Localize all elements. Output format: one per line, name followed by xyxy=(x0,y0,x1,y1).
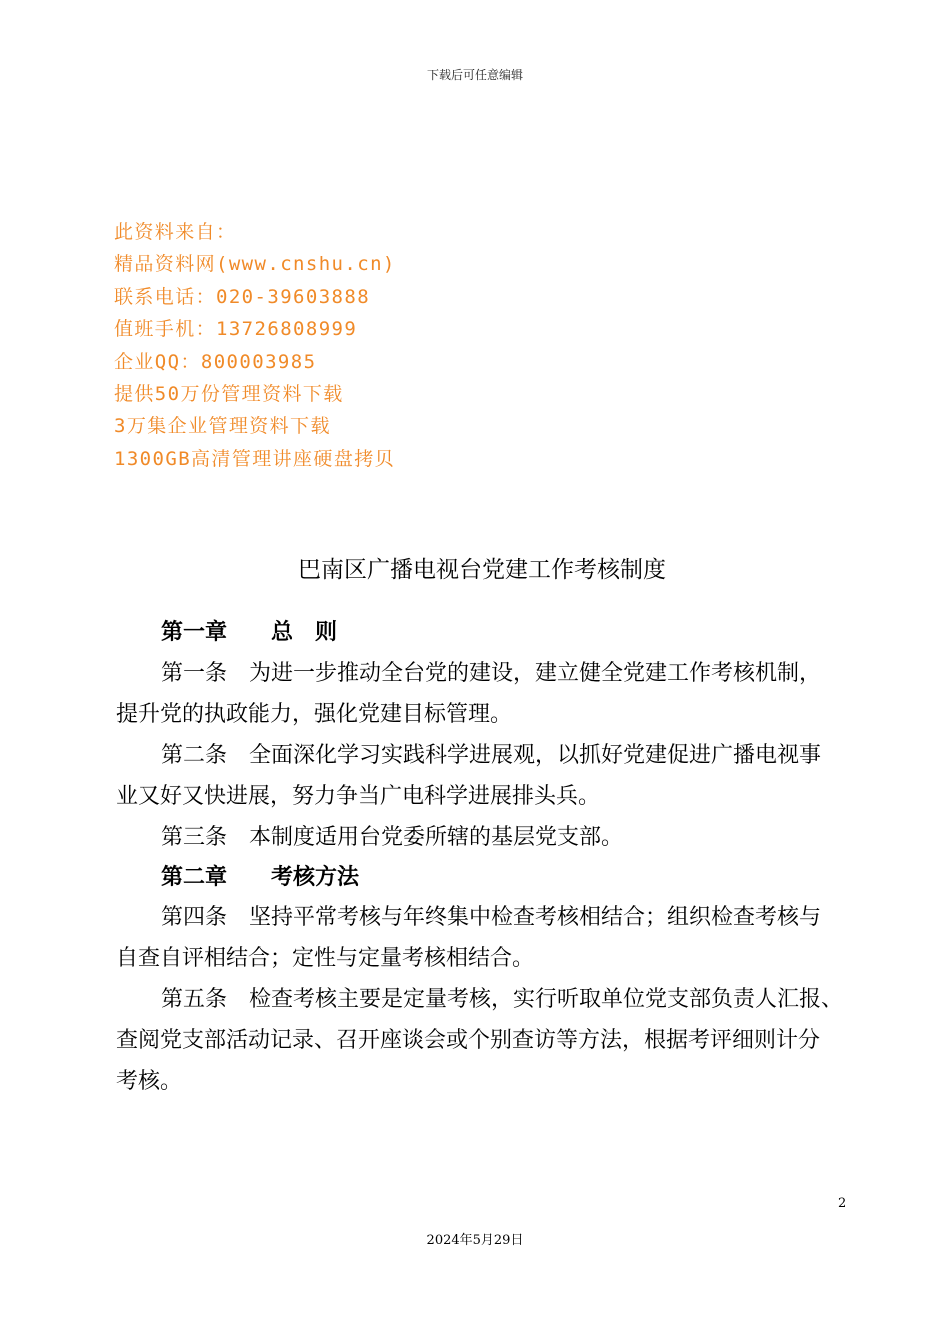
document-title: 巴南区广播电视台党建工作考核制度 xyxy=(298,557,666,583)
header-note: 下载后可任意编辑 xyxy=(426,68,523,82)
source-line-phone: 联系电话：020-39603888 xyxy=(114,285,371,308)
source-line-offer-3: 1300GB高清管理讲座硬盘拷贝 xyxy=(114,447,396,470)
article-2-line-2: 业又好又快进展，努力争当广电科学进展排头兵。 xyxy=(116,784,601,809)
source-info-block xyxy=(114,216,396,475)
source-line-website: 精品资料网(www.cnshu.cn) xyxy=(114,253,396,276)
source-line-offer-2: 3万集企业管理资料下载 xyxy=(114,415,331,438)
article-5-line-2: 查阅党支部活动记录、召开座谈会或个别查访等方法，根据考评细则计分 xyxy=(116,1028,821,1053)
article-5-line-1: 第五条 检查考核主要是定量考核，实行听取单位党支部负责人汇报、 xyxy=(161,987,844,1012)
footer-date: 2024年5月29日 xyxy=(426,1233,524,1248)
chapter-heading-2: 第二章 考核方法 xyxy=(161,865,360,890)
article-3-line-1: 第三条 本制度适用台党委所辖的基层党支部。 xyxy=(161,825,624,850)
article-2-line-1: 第二条 全面深化学习实践科学进展观，以抓好党建促进广播电视事 xyxy=(161,743,822,768)
article-4-line-2: 自查自评相结合；定性与定量考核相结合。 xyxy=(116,946,535,971)
article-4-line-1: 第四条 坚持平常考核与年终集中检查考核相结合；组织检查考核与 xyxy=(161,905,822,930)
chapter-heading-1: 第一章 总 则 xyxy=(161,620,338,645)
article-1-line-1: 第一条 为进一步推动全台党的建设，建立健全党建工作考核机制， xyxy=(161,661,822,686)
source-line-from: 此资料来自： xyxy=(114,221,237,243)
source-line-qq: 企业QQ：800003985 xyxy=(114,350,317,373)
article-5-line-3: 考核。 xyxy=(116,1069,183,1094)
source-line-offer-1: 提供50万份管理资料下载 xyxy=(114,382,344,405)
article-1-line-2: 提升党的执政能力，强化党建目标管理。 xyxy=(116,702,513,727)
page-number: 2 xyxy=(838,1196,847,1211)
source-line-mobile: 值班手机：13726808999 xyxy=(114,318,358,341)
